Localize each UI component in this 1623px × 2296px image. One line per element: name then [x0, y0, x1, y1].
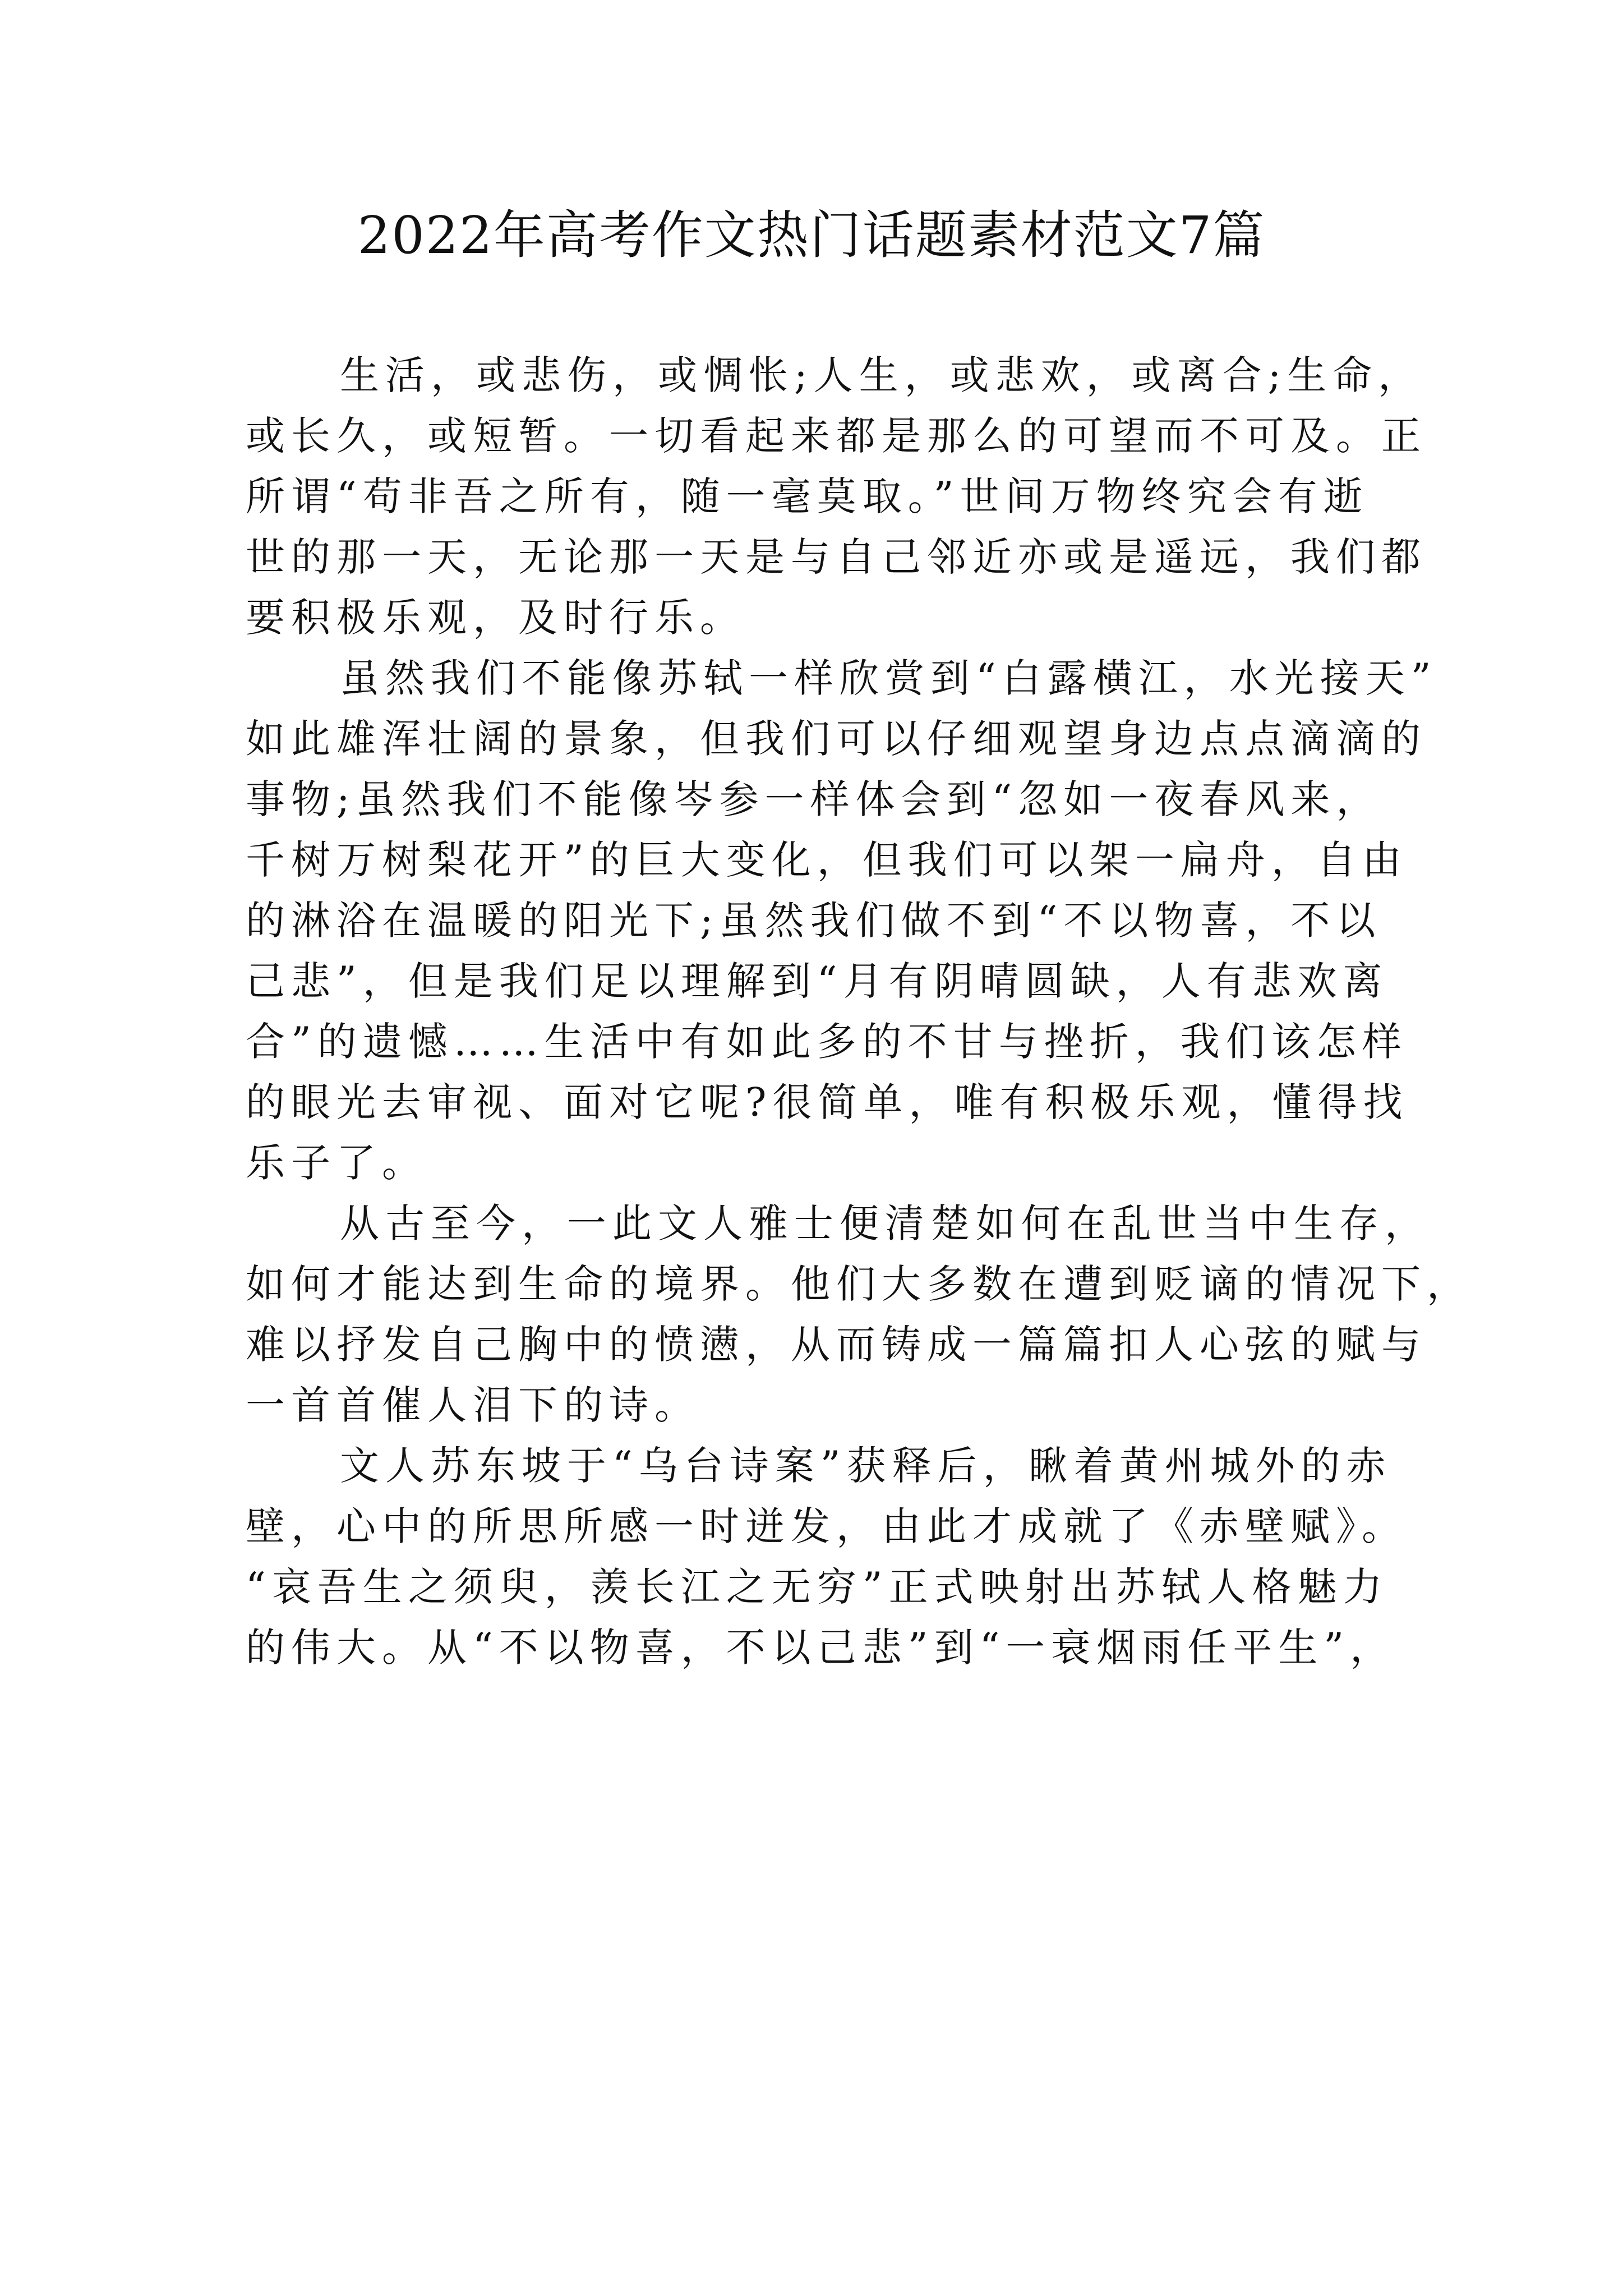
paragraph-line: 生活，或悲伤，或惆怅;人生，或悲欢，或离合;生命，: [340, 352, 1424, 398]
paragraph-line: 虽然我们不能像苏轼一样欣赏到“白露横江，水光接天”: [340, 655, 1437, 701]
paragraph-line: 所谓“苟非吾之所有，随一毫莫取。”世间万物终究会有逝: [246, 473, 1369, 519]
paragraph-line: 一首首催人泪下的诗。: [246, 1382, 700, 1428]
paragraph-line: 合”的遗憾……生活中有如此多的不甘与挫折，我们该怎样: [246, 1019, 1408, 1065]
paragraph-line: 从古至今，一此文人雅士便清楚如何在乱世当中生存，: [340, 1200, 1430, 1246]
paragraph-2: [246, 648, 1437, 1193]
paragraph-line: 千树万树梨花开”的巨大变化，但我们可以架一扁舟，自由: [246, 837, 1408, 883]
paragraph-line: 的淋浴在温暖的阳光下;虽然我们做不到“不以物喜，不以: [246, 898, 1382, 944]
paragraph-line: 己悲”，但是我们足以理解到“月有阴晴圆缺，人有悲欢离: [246, 958, 1389, 1004]
paragraph-line: 或长久，或短暂。一切看起来都是那么的可望而不可及。正: [246, 413, 1427, 459]
paragraph-line: 文人苏东坡于“乌台诗案”获释后，瞅着黄州城外的赤: [340, 1443, 1392, 1489]
paragraph-1: [246, 345, 1427, 648]
document-body: [246, 345, 1472, 1678]
paragraph-line: 乐子了。: [246, 1140, 427, 1186]
paragraph-line: 世的那一天，无论那一天是与自己邻近亦或是遥远，我们都: [246, 534, 1427, 580]
paragraph-line: 如此雄浑壮阔的景象，但我们可以仔细观望身边点点滴滴的: [246, 716, 1427, 762]
paragraph-3: [246, 1193, 1472, 1435]
paragraph-4: [246, 1435, 1407, 1678]
paragraph-line: 的伟大。从“不以物喜，不以己悲”到“一衰烟雨任平生”，: [246, 1625, 1396, 1671]
paragraph-line: “哀吾生之须臾，羡长江之无穷”正式映射出苏轼人格魅力: [246, 1564, 1389, 1610]
paragraph-line: 如何才能达到生命的境界。他们大多数在遭到贬谪的情况下，: [246, 1261, 1472, 1307]
paragraph-line: 事物;虽然我们不能像岑参一样体会到“忽如一夜春风来，: [246, 776, 1382, 822]
paragraph-line: 壁，心中的所思所感一时迸发，由此才成就了《赤壁赋》。: [246, 1503, 1407, 1549]
paragraph-line: 难以抒发自己胸中的愤懑，从而铸成一篇篇扣人心弦的赋与: [246, 1322, 1427, 1368]
document-title: 2022年高考作文热门话题素材范文7篇: [357, 205, 1266, 265]
paragraph-line: 要积极乐观，及时行乐。: [246, 595, 745, 641]
paragraph-line: 的眼光去审视、面对它呢?很简单，唯有积极乐观，懂得找: [246, 1079, 1409, 1125]
